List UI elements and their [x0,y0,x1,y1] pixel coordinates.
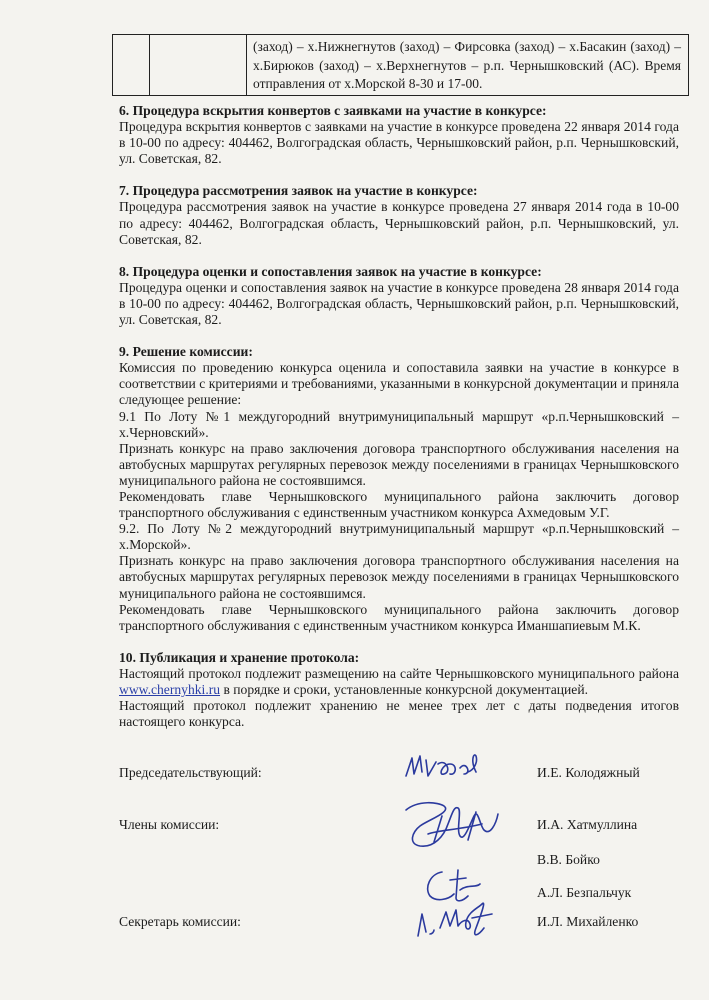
chair-role: Председательствующий: [119,765,262,780]
member-3-name: А.Л. Безпальчук [537,885,632,900]
secretary-role: Секретарь комиссии: [119,914,241,929]
section-10 [119,650,679,730]
members-role: Члены комиссии: [119,817,220,832]
section-paragraph: Комиссия по проведению конкурса оценила и сопоставила заявки на участие в конкурсе в соответствии с критериями и требованиями, указанными в конкурсной документации и приняла следующее решение: [119,360,679,408]
chair-name: И.Е. Колодяжный [537,765,640,780]
lot-2-recommendation: Рекомендовать главе Чернышковского муниципального района заключить договор транспортного обслуживания с единственным участником конкурса Иманшапиевым М.К. [119,601,679,633]
section-7 [119,183,679,247]
section-9 [119,344,679,634]
table-cell-lot [149,35,247,95]
lot-2-title: 9.2. По Лоту №2 междугородний внутримуниципальный маршрут «р.п.Чернышковский – х.Морской». [119,521,679,553]
storage-paragraph: Настоящий протокол подлежит хранению не менее трех лет с даты подведения итогов настоящего конкурса. [119,698,679,730]
secretary-name: И.Л. Михайленко [537,914,639,929]
lot-1-title: 9.1 По Лоту №1 междугородний внутримуниципальный маршрут «р.п.Чернышковский – х.Черновский». [119,408,679,440]
chair-signature [402,750,494,784]
member-1-signature [398,796,508,854]
section-paragraph: Процедура рассмотрения заявок на участие в конкурсе проведена 27 января 2014 года в 10-00 по адресу: 404462, Волгоградская область, Чернышковский район, р.п. Чернышковский, ул. Советская, 82. [119,199,679,247]
section-heading: 8. Процедура оценки и сопоставления заявок на участие в конкурсе: [119,263,542,279]
lot-2-decision: Признать конкурс на право заключения договора транспортного обслуживания населения на автобусных маршрутах регулярных перевозок между поселениями в границах Чернышковского муниципального района не состоявшимся. [119,553,679,601]
section-6 [119,103,679,167]
publication-text-before: Настоящий протокол подлежит размещению на сайте Чернышковского муниципального района [119,665,679,681]
route-table-fragment [112,34,689,96]
table-cell-route: (заход) – х.Нижнегнутов (заход) – Фирсовка (заход) – х.Басакин (заход) – х.Бирюков (заход) – х.Верхнегнутов – р.п. Чернышковский (АС). Время отправления от х.Морской 8-30 и 17-00. [253,39,681,92]
member-2-row [119,852,679,872]
secretary-signature [412,898,502,944]
publication-text-after: в порядке и сроки, установленные конкурсной документацией. [220,682,589,697]
section-heading: 6. Процедура вскрытия конвертов с заявками на участие в конкурсе: [119,103,547,118]
member-3-row [119,885,679,905]
section-heading: 9. Решение комиссии: [119,344,253,360]
section-8 [119,264,679,328]
member-2-name: В.В. Бойко [537,852,600,867]
section-heading: 10. Публикация и хранение протокола: [119,649,360,665]
website-link[interactable]: www.chernyhki.ru [119,682,221,697]
section-heading: 7. Процедура рассмотрения заявок на участие в конкурсе: [119,183,478,199]
secretary-signature-row [119,914,679,934]
table-cell-number [113,35,150,95]
chair-signature-row [119,765,679,785]
section-paragraph: Процедура оценки и сопоставления заявок на участие в конкурсе проведена 28 января 2014 года в 10-00 по адресу: 404462, Волгоградская область, Чернышковский район, р.п. Чернышковский, ул. Советская, 82. [119,279,679,328]
section-paragraph [119,666,679,698]
member-1-name: И.А. Хатмуллина [537,817,638,832]
section-paragraph: Процедура вскрытия конвертов с заявками на участие в конкурсе проведена 22 января 2014 года в 10-00 по адресу: 404462, Волгоградская область, Чернышковский район, р.п. Чернышковский, ул. Советская, 82. [119,119,679,167]
lot-1-recommendation: Рекомендовать главе Чернышковского муниципального района заключить договор транспортного обслуживания с единственным участником конкурса Ахмедовым У.Г. [119,488,679,521]
lot-1-decision: Признать конкурс на право заключения договора транспортного обслуживания населения на автобусных маршрутах регулярных перевозок между поселениями в границах Чернышковского муниципального района не состоявшимся. [119,440,679,488]
protocol-body [119,103,679,746]
